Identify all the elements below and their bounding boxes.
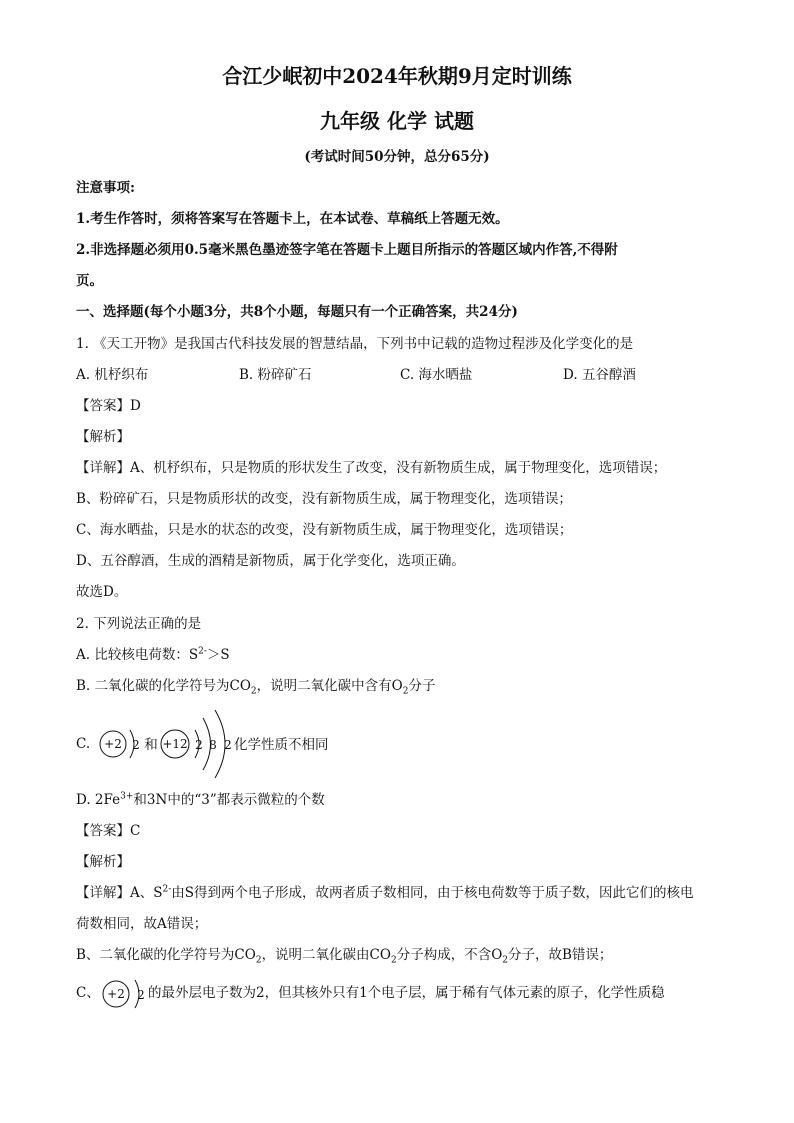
q1-option-b: B. 粉碎矿石 — [239, 367, 312, 383]
q2-option-b — [76, 676, 435, 696]
q2-detail-a-text2: 由S得到两个电子形成，故两者质子数相同，由于核电荷数等于质子数，因此它们的核电 — [171, 885, 694, 901]
q2-detail-b-text4: 分子，故B错误； — [508, 947, 613, 963]
q2-option-c-and: 和 — [144, 737, 158, 753]
q2-option-a-suffix: ＞S — [206, 647, 230, 663]
q2-option-d-charge: 3+ — [120, 791, 134, 802]
section-heading: 一、选择题(每个小题3分，共8个小题，每题只有一个正确答案，共24分) — [76, 304, 518, 320]
q2-detail-b-text: B、二氧化碳的化学符号为CO — [76, 947, 256, 963]
q2-detail-a-text: 【详解】A、S — [76, 885, 163, 901]
q1-option-d: D. 五谷醇酒 — [563, 367, 636, 383]
q1-option-c: C. 海水晒盐 — [400, 367, 473, 383]
q1-conclusion: 故选D。 — [76, 584, 128, 600]
atom1-nucleus-label: +2 — [104, 737, 122, 751]
q1-detail-d: D、五谷醇酒，生成的酒精是新物质，属于化学变化，选项正确。 — [76, 553, 465, 569]
q2-detail-b-sub1: 2 — [255, 955, 262, 966]
q2-detail-b-sub2: 2 — [390, 955, 397, 966]
q2-detail-b-sub3: 2 — [502, 955, 509, 966]
q2-option-a — [76, 645, 230, 665]
q2-option-d — [76, 790, 325, 810]
q2-detail-c-text: 的最外层电子数为2，但其核外只有1个电子层，属于稀有气体元素的原子，化学性质稳 — [148, 985, 665, 1001]
notes-item-1: 1.考生作答时，须将答案写在答题卡上，在本试卷、草稿纸上答题无效。 — [76, 211, 509, 227]
q2-stem: 2. 下列说法正确的是 — [76, 616, 202, 632]
q2-option-b-text3: 分子 — [408, 678, 436, 694]
atom2-nucleus-label: +12 — [162, 737, 188, 751]
q2-detail-b-text3: 分子构成，不含O — [396, 947, 503, 963]
q2-option-b-sub1: 2 — [250, 686, 257, 697]
q2-option-b-text: B. 二氧化碳的化学符号为CO — [76, 678, 251, 694]
q2-answer: 【答案】C — [76, 823, 141, 839]
q2-detail-a-cont: 荷数相同，故A错误； — [76, 916, 208, 932]
notes-item-2: 2.非选择题必须用0.5毫米黑色墨迹签字笔在答题卡上题目所指示的答题区域内作答,不得附 — [76, 242, 618, 258]
q2-option-c-suffix: 化学性质不相同 — [234, 737, 329, 753]
q2-option-b-text2: ，说明二氧化碳中含有O — [256, 678, 403, 694]
notes-item-2-cont: 页。 — [76, 273, 103, 289]
q1-answer: 【答案】D — [76, 398, 141, 414]
exam-info: (考试时间50分钟，总分65分) — [304, 149, 490, 165]
q2-detail-c-label: C、 — [76, 985, 100, 1001]
q2-analysis-label: 【解析】 — [76, 854, 130, 870]
atom2-shell2-count: 8 — [209, 738, 217, 752]
q1-stem: 1. 《天工开物》是我国古代科技发展的智慧结晶，下列书中记载的造物过程涉及化学变化的是 — [76, 336, 634, 352]
atom2-shell1-count: 2 — [195, 738, 203, 752]
detail-atom-shell-count: 2 — [137, 988, 145, 1002]
q1-detail-a: 【详解】A、机杼织布，只是物质的形状发生了改变，没有新物质生成，属于物理变化，选项错误； — [76, 460, 667, 476]
q2-detail-a — [76, 883, 694, 903]
q2-option-d-suffix: 和3N中的“3”都表示微粒的个数 — [133, 792, 325, 808]
q1-detail-b: B、粉碎矿石，只是物质形状的改变，没有新物质生成，属于物理变化，选项错误； — [76, 491, 572, 507]
notes-heading: 注意事项: — [76, 180, 135, 196]
atom-structure-diagram — [92, 708, 352, 780]
q2-option-a-text: A. 比较核电荷数：S — [76, 647, 199, 663]
atom2-shell3-count: 2 — [224, 738, 232, 752]
detail-atom-nucleus-label: +2 — [107, 987, 125, 1001]
q2-detail-b — [76, 945, 612, 965]
exam-title: 合江少岷初中2024年秋期9月定时训练 — [222, 64, 572, 88]
q2-option-d-text: D. 2Fe — [76, 792, 121, 808]
q1-detail-c: C、海水晒盐，只是水的状态的改变，没有新物质生成，属于物理变化，选项错误； — [76, 522, 573, 538]
q1-option-a: A. 机杼织布 — [76, 367, 149, 383]
detail-atom-diagram — [98, 974, 148, 1014]
q2-detail-b-text2: ，说明二氧化碳由CO — [261, 947, 391, 963]
q2-option-c-label: C. — [76, 736, 91, 752]
q2-detail-a-charge: 2- — [162, 884, 172, 895]
atom1-shell-count: 2 — [132, 738, 140, 752]
q2-option-a-charge: 2- — [198, 646, 207, 657]
exam-subtitle: 九年级 化学 试题 — [320, 109, 474, 133]
q1-analysis-label: 【解析】 — [76, 429, 130, 445]
q2-option-b-sub2: 2 — [402, 686, 409, 697]
